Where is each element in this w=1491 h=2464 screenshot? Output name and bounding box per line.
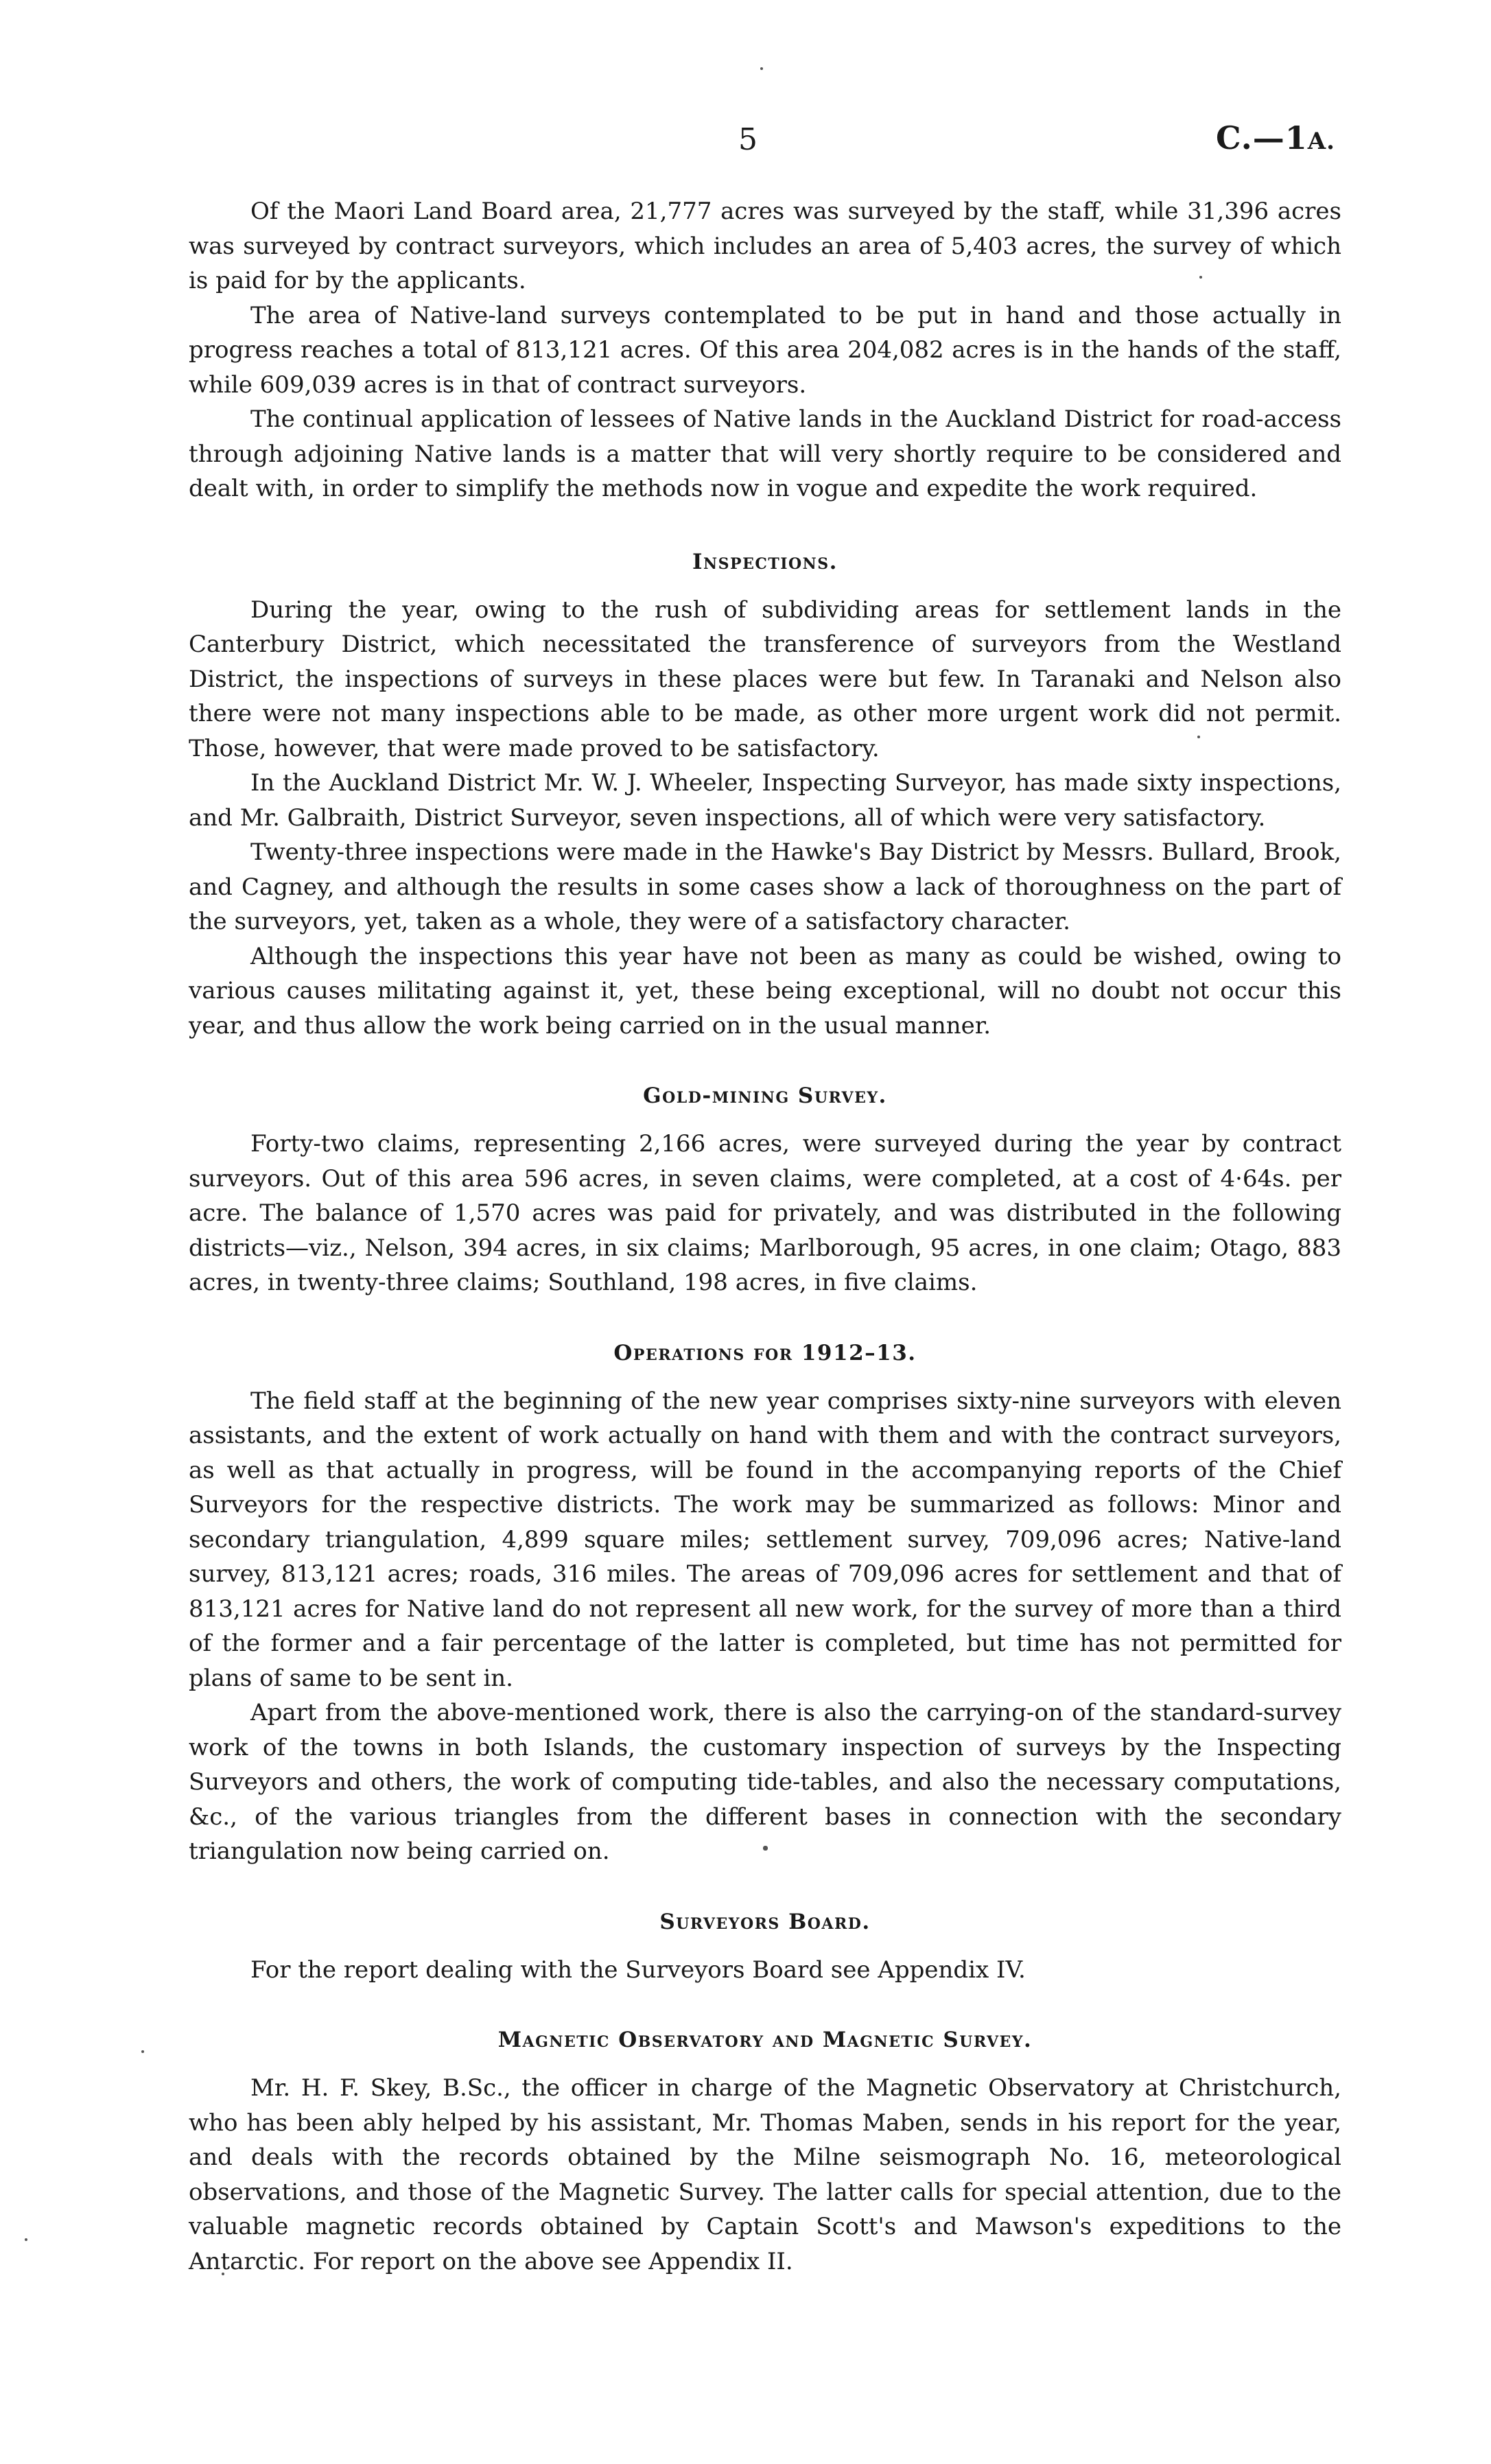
section-heading: Magnetic Observatory and Magnetic Survey. bbox=[497, 2028, 1033, 2052]
paragraph: Although the inspections this year have not been as many as could be wished, owing to various causes militating against it, yet, these being exceptional, will no doubt not occur this year, and thus allow the work being carried on in the usual manner. bbox=[189, 942, 1341, 1040]
paragraph: Mr. H. F. Skey, B.Sc., the officer in charge of the Magnetic Observatory at Christchurch, who has been ably helped by his assistant, Mr. Thomas Maben, sends in his report for the year, and deals with the records obtained by the Milne seismograph No. 16, meteorological observations, and those of the Magnetic Survey. The latter calls for special attention, due to the valuable magnetic records obtained by Captain Scott's and Mawson's expeditions to the Antarctic. For report on the above see Appendix II. bbox=[189, 2074, 1341, 2275]
paragraph: Apart from the above-mentioned work, there is also the carrying-on of the standard-survey work of the towns in both Islands, the customary inspection of surveys by the Inspecting Surveyors and others, the work of computing tide-tables, and also the necessary computations, &c., of the various triangles from the different bases in connection with the secondary triangulation now being carried on. bbox=[189, 1699, 1341, 1865]
scan-speck bbox=[141, 2050, 144, 2053]
paragraph: The continual application of lessees of Native lands in the Auckland District for road-access through adjoining Native lands is a matter that will very shortly require to be considered and dealt with, in order to simplify the methods now in vogue and expedite the work required. bbox=[189, 406, 1341, 502]
paragraph: Twenty-three inspections were made in the Hawke's Bay District by Messrs. Bullard, Brook, and Cagney, and although the results in some cases show a lack of thoroughness on the part of the surveyors, yet, taken as a whole, they were of a satisfactory character. bbox=[189, 838, 1341, 935]
scan-speck bbox=[760, 67, 763, 70]
scan-speck bbox=[25, 2238, 27, 2241]
gold-mining-section bbox=[189, 1079, 1341, 1300]
paragraph: Forty-two claims, representing 2,166 acres, were surveyed during the year by contract surveyors. Out of this area 596 acres, in seven claims, were completed, at a cost of 4·64s. per acre. The balance of 1,570 acres was paid for privately, and was distributed in the following districts—viz., Nelson, 394 acres, in six claims; Marlborough, 95 acres, in one claim; Otago, 883 acres, in twenty-three claims; Southland, 198 acres, in five claims. bbox=[189, 1130, 1341, 1296]
document-body bbox=[189, 194, 1341, 2279]
paragraph: The field staff at the beginning of the new year comprises sixty-nine surveyors with eleven assistants, and the extent of work actually on hand with them and with the contract surveyors, as well as that actually in progress, will be found in the accompanying reports of the Chief Surveyors for the respective districts. The work may be summarized as follows: Minor and secondary triangulation, 4,899 square miles; settlement survey, 709,096 acres; Native-land survey, 813,121 acres; roads, 316 miles. The areas of 709,096 acres for settlement and that of 813,121 acres for Native land do not represent all new work, for the survey of more than a third of the former and a fair percentage of the latter is completed, but time has not permitted for plans of same to be sent in. bbox=[189, 1387, 1341, 1692]
page-number: 5 bbox=[738, 122, 758, 157]
document-reference bbox=[1216, 119, 1335, 156]
paragraph: The area of Native-land surveys contemplated to be put in hand and those actually in progress reaches a total of 813,121 acres. Of this area 204,082 acres is in the hands of the staff, while 609,039 acres is in that of contract surveyors. bbox=[189, 301, 1341, 399]
intro-section bbox=[189, 194, 1341, 506]
operations-section bbox=[189, 1336, 1341, 1869]
section-heading: Operations for 1912–13. bbox=[613, 1340, 917, 1365]
section-heading: Inspections. bbox=[692, 549, 838, 574]
paragraph: During the year, owing to the rush of subdividing areas for settlement lands in the Canterbury District, which necessitated the transference of surveyors from the Westland District, the inspections of surveys in these places were but few. In Taranaki and Nelson also there were not many inspections able to be made, as other more urgent work did not permit. Those, however, that were made proved to be satisfactory. bbox=[189, 596, 1341, 762]
surveyors-board-section bbox=[189, 1905, 1341, 1988]
doc-ref-main: C.—1 bbox=[1215, 119, 1308, 156]
section-heading: Surveyors Board. bbox=[659, 1909, 871, 1934]
paragraph: For the report dealing with the Surveyors Board see Appendix IV. bbox=[250, 1956, 1026, 1984]
magnetic-section bbox=[189, 2023, 1341, 2279]
paragraph: Of the Maori Land Board area, 21,777 acres was surveyed by the staff, while 31,396 acres was surveyed by contract surveyors, which includes an area of 5,403 acres, the survey of which is paid for by the applicants. bbox=[189, 198, 1341, 294]
section-heading: Gold-mining Survey. bbox=[643, 1083, 887, 1108]
doc-ref-sub: A. bbox=[1307, 128, 1335, 155]
inspections-section bbox=[189, 545, 1341, 1044]
paragraph: In the Auckland District Mr. W. J. Wheeler, Inspecting Surveyor, has made sixty inspections, and Mr. Galbraith, District Surveyor, seven inspections, all of which were very satisfactory. bbox=[189, 769, 1341, 832]
